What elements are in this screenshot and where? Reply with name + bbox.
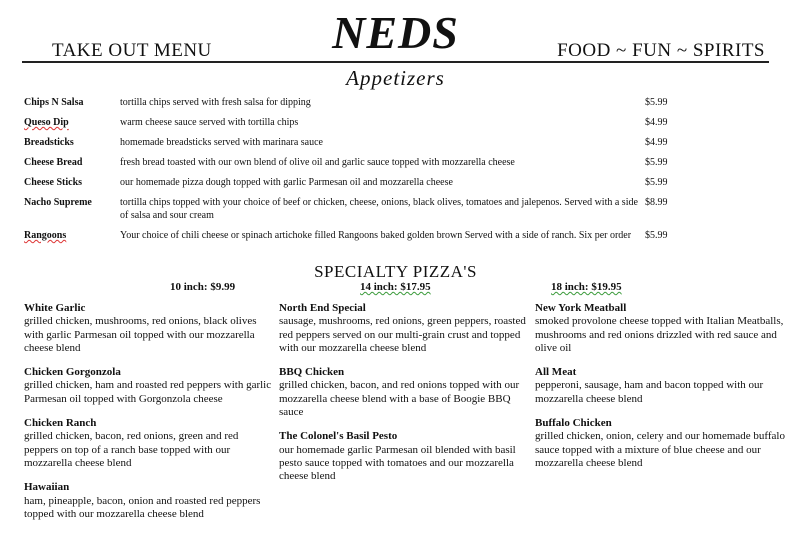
appetizer-name xyxy=(24,116,120,129)
pizza-item xyxy=(535,302,785,355)
pizza-item xyxy=(279,366,529,419)
appetizer-name: Nacho Supreme xyxy=(24,197,92,208)
pizza-description: grilled chicken, mushrooms, red onions, black olives with garlic Parmesan oil topped with our mozzarella cheese blend xyxy=(24,315,257,354)
pizza-item xyxy=(24,302,274,355)
pizza-description: pepperoni, sausage, ham and bacon topped with our mozzarella cheese blend xyxy=(535,379,764,405)
appetizer-row xyxy=(24,229,674,242)
appetizer-price: $4.99 xyxy=(645,137,668,148)
appetizer-name: Chips N Salsa xyxy=(24,97,84,108)
pizza-description: grilled chicken, ham and roasted red peppers with garlic Parmesan oil topped with Gorgonzola cheese xyxy=(24,379,272,405)
pizza-column-1 xyxy=(24,302,274,532)
pizza-name: New York Meatball xyxy=(535,302,627,314)
pizza-name: All Meat xyxy=(535,366,577,379)
pizza-name: White Garlic xyxy=(24,302,86,314)
pizza-item xyxy=(535,417,785,470)
pizza-description: grilled chicken, bacon, and red onions topped with our mozzarella cheese blend with a base of Boogie BBQ sauce xyxy=(279,379,520,419)
pizza-item xyxy=(24,417,274,470)
size-price-18: 18 inch: $19.95 xyxy=(551,281,622,293)
appetizer-row xyxy=(24,176,674,189)
specialty-pizza-heading: SPECIALTY PIZZA'S xyxy=(314,262,477,281)
pizza-description: grilled chicken, onion, celery and our homemade buffalo sauce topped with a mixture of blue cheese and our mozzarella cheese blend xyxy=(535,430,785,469)
appetizer-name: Cheese Bread xyxy=(24,157,83,168)
pizza-description: smoked provolone cheese topped with Italian Meatballs, mushrooms and red onions drizzled with red sauce and olive oil xyxy=(535,315,784,354)
pizza-column-2 xyxy=(279,302,529,495)
pizza-item xyxy=(279,302,529,355)
appetizer-description: our homemade pizza dough topped with garlic Parmesan oil and mozzarella cheese xyxy=(120,177,453,188)
size-price-14: 14 inch: $17.95 xyxy=(360,281,431,293)
pizza-name: Hawaiian xyxy=(24,481,70,494)
appetizer-price: $5.99 xyxy=(645,230,668,241)
appetizer-name-text: Rangoons xyxy=(24,230,67,241)
appetizer-price: $5.99 xyxy=(645,97,668,108)
appetizer-name xyxy=(24,229,120,242)
appetizers-heading: Appetizers xyxy=(346,66,445,90)
appetizer-description: tortilla chips served with fresh salsa for dipping xyxy=(120,97,311,108)
pizza-name: Chicken Gorgonzola xyxy=(24,366,121,379)
pizza-description: ham, pineapple, bacon, onion and roasted red peppers topped with our mozzarella cheese blend xyxy=(24,494,261,520)
size-price-10: 10 inch: $9.99 xyxy=(170,281,236,293)
appetizer-description: Your choice of chili cheese or spinach artichoke filled Rangoons baked golden brown Served with a side of ranch. Six per order xyxy=(120,230,632,241)
pizza-name: BBQ Chicken xyxy=(279,366,345,379)
appetizer-row xyxy=(24,136,674,149)
pizza-name: Chicken Ranch xyxy=(24,417,97,430)
pizza-name: North End Special xyxy=(279,302,366,314)
appetizer-description: warm cheese sauce served with tortilla chips xyxy=(120,117,299,128)
header-tagline: FOOD ~ FUN ~ SPIRITS xyxy=(557,40,765,61)
pizza-item xyxy=(535,366,785,406)
header-divider xyxy=(22,61,769,63)
appetizer-row xyxy=(24,156,674,169)
pizza-column-3 xyxy=(535,302,785,481)
pizza-description: sausage, mushrooms, red onions, green peppers, roasted red peppers served on our multi-grain crust and topped with our mozzarella cheese blend xyxy=(279,315,526,354)
pizza-description: our homemade garlic Parmesan oil blended with basil pesto sauce topped with tomatoes and our mozzarella cheese blend xyxy=(279,443,516,483)
pizza-item xyxy=(279,430,529,483)
pizza-name: Buffalo Chicken xyxy=(535,417,612,430)
appetizer-name: Breadsticks xyxy=(24,137,74,148)
header-left-text: TAKE OUT MENU xyxy=(52,40,212,61)
restaurant-name: NEDS xyxy=(332,7,459,58)
pizza-item xyxy=(24,366,274,406)
appetizer-description: fresh bread toasted with our own blend of olive oil and garlic sauce topped with mozzarella cheese xyxy=(120,157,515,168)
appetizer-row xyxy=(24,196,674,222)
appetizer-price: $5.99 xyxy=(645,177,668,188)
appetizer-description: tortilla chips topped with your choice of beef or chicken, cheese, onions, black olives, tomatoes and jalepenos. Served with a side of salsa and sour cream xyxy=(120,197,638,221)
appetizers-list xyxy=(24,96,674,249)
appetizer-description: homemade breadsticks served with marinara sauce xyxy=(120,137,323,148)
menu-header xyxy=(0,0,791,62)
pizza-size-prices xyxy=(0,281,791,297)
appetizer-name: Cheese Sticks xyxy=(24,177,83,188)
pizza-item xyxy=(24,481,274,521)
appetizer-price: $8.99 xyxy=(645,197,668,208)
appetizer-row xyxy=(24,96,674,109)
pizza-name: The Colonel's Basil Pesto xyxy=(279,430,398,443)
pizza-description: grilled chicken, bacon, red onions, green and red peppers on top of a ranch base topped with our mozzarella cheese blend xyxy=(24,430,239,469)
appetizer-name-text: Queso Dip xyxy=(24,117,69,128)
appetizer-price: $4.99 xyxy=(645,117,668,128)
appetizer-row xyxy=(24,116,674,129)
appetizer-price: $5.99 xyxy=(645,157,668,168)
